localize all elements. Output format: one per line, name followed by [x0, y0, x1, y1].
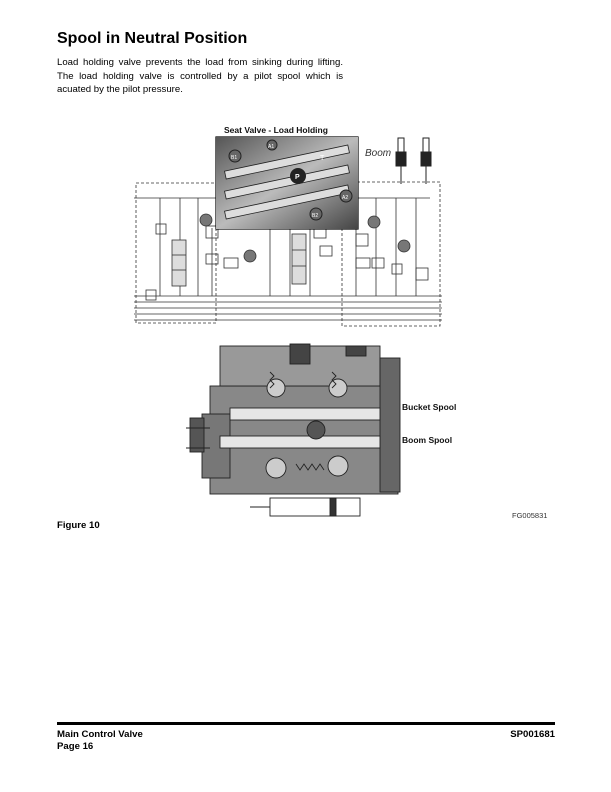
footer-left [57, 729, 143, 753]
intro-paragraph: Load holding valve prevents the load from sinking during lifting. The load holding valve is controlled by a pilot spool which is acuated by the pilot pressure. [57, 57, 343, 95]
bucket-spool-label: Bucket Spool [402, 402, 457, 412]
figure-code: FG005831 [512, 511, 548, 520]
footer-page-number: Page 16 [57, 741, 94, 752]
port-a2-label: A2 [342, 195, 349, 201]
boom-label: Boom [365, 148, 392, 159]
valve-illustration [120, 118, 560, 530]
footer-title: Main Control Valve [57, 729, 143, 740]
footer-doc-number: SP001681 [510, 729, 555, 740]
port-t-label: T [320, 155, 325, 162]
port-b1-label: B1 [231, 155, 238, 161]
footer-rule [57, 722, 555, 725]
port-b2-label: B2 [312, 213, 319, 219]
seat-valve-inset [216, 137, 358, 229]
page-title: Spool in Neutral Position [57, 30, 248, 47]
boom-spool-label: Boom Spool [402, 435, 453, 445]
port-a1-label: A1 [268, 144, 275, 150]
port-p-label: P [295, 174, 300, 181]
boom-cylinder [396, 138, 431, 184]
inset-title: Seat Valve - Load Holding [224, 125, 328, 135]
figure-10 [120, 118, 560, 530]
figure-caption: Figure 10 [57, 520, 100, 531]
valve-cross-section [186, 344, 400, 516]
